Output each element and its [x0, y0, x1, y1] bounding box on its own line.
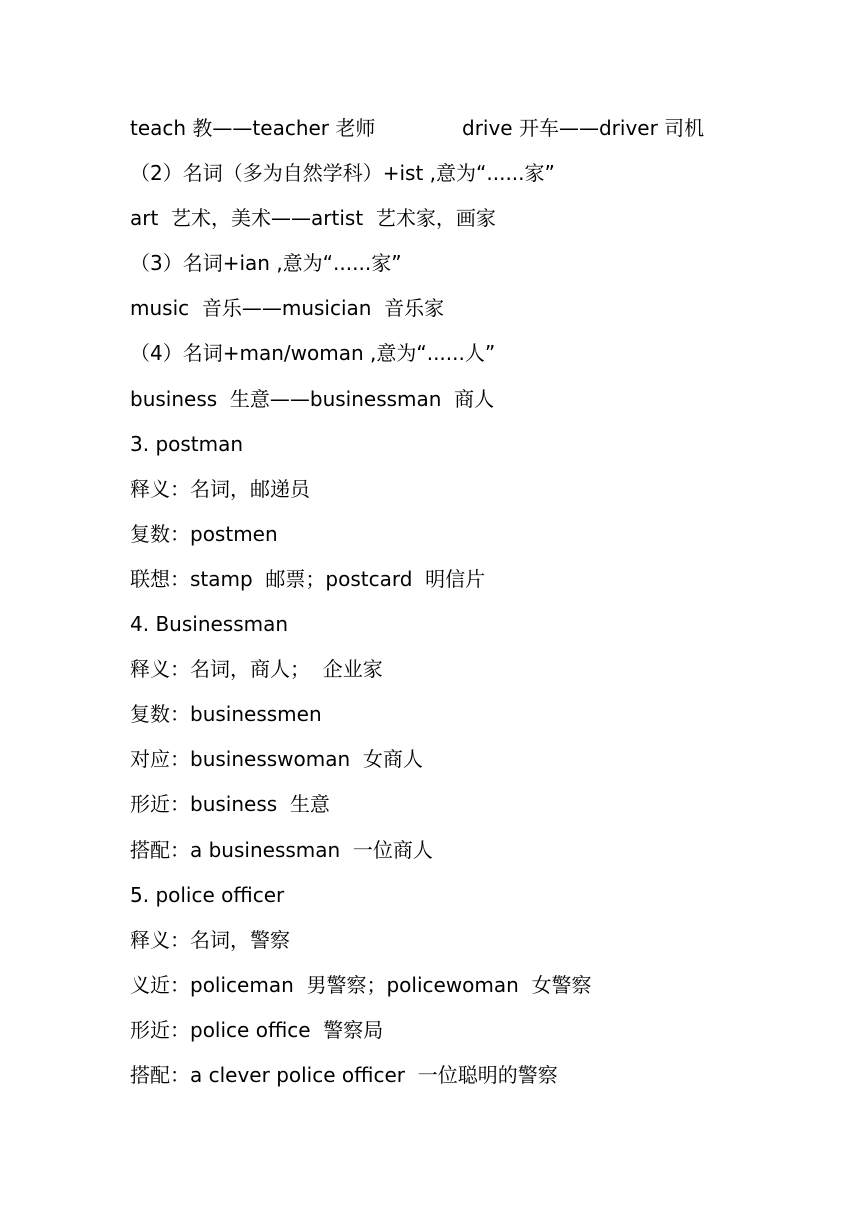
plural-businessman: 复数：businessmen — [130, 702, 322, 727]
rule-ian: （3）名词+ian ,意为“......家” — [130, 251, 402, 276]
word-pair-teach: teach 教——teacher 老师 — [130, 116, 376, 140]
definition-businessman: 释义：名词，商人； 企业家 — [130, 657, 383, 682]
definition-police-officer: 释义：名词，警察 — [130, 927, 290, 952]
document-body — [130, 108, 770, 1100]
example-artist: art 艺术，美术——artist 艺术家，画家 — [130, 206, 496, 231]
similar-form-police-officer: 形近：police office 警察局 — [130, 1017, 384, 1042]
definition-postman: 释义：名词，邮递员 — [130, 476, 310, 501]
association-postman: 联想：stamp 邮票；postcard 明信片 — [130, 566, 486, 591]
similar-form-businessman: 形近：business 生意 — [130, 792, 330, 817]
rule-man-woman: （4）名词+man/woman ,意为“......人” — [130, 341, 496, 366]
heading-police-officer: 5. police officer — [130, 882, 285, 907]
heading-businessman: 4. Businessman — [130, 612, 289, 637]
plural-postman: 复数：postmen — [130, 521, 278, 546]
collocation-businessman: 搭配：a businessman 一位商人 — [130, 837, 433, 862]
rule-ist: （2）名词（多为自然学科）+ist ,意为“......家” — [130, 161, 555, 186]
example-businessman: business 生意——businessman 商人 — [130, 386, 495, 411]
example-musician: music 音乐——musician 音乐家 — [130, 296, 445, 321]
collocation-police-officer: 搭配：a clever police officer 一位聪明的警察 — [130, 1062, 558, 1087]
synonym-police-officer: 义近：policeman 男警察；policewoman 女警察 — [130, 972, 592, 997]
text-line-1 — [130, 108, 770, 153]
word-pair-drive: drive 开车——driver 司机 — [462, 116, 705, 140]
heading-postman: 3. postman — [130, 431, 244, 456]
counterpart-businessman: 对应：businesswoman 女商人 — [130, 747, 423, 772]
